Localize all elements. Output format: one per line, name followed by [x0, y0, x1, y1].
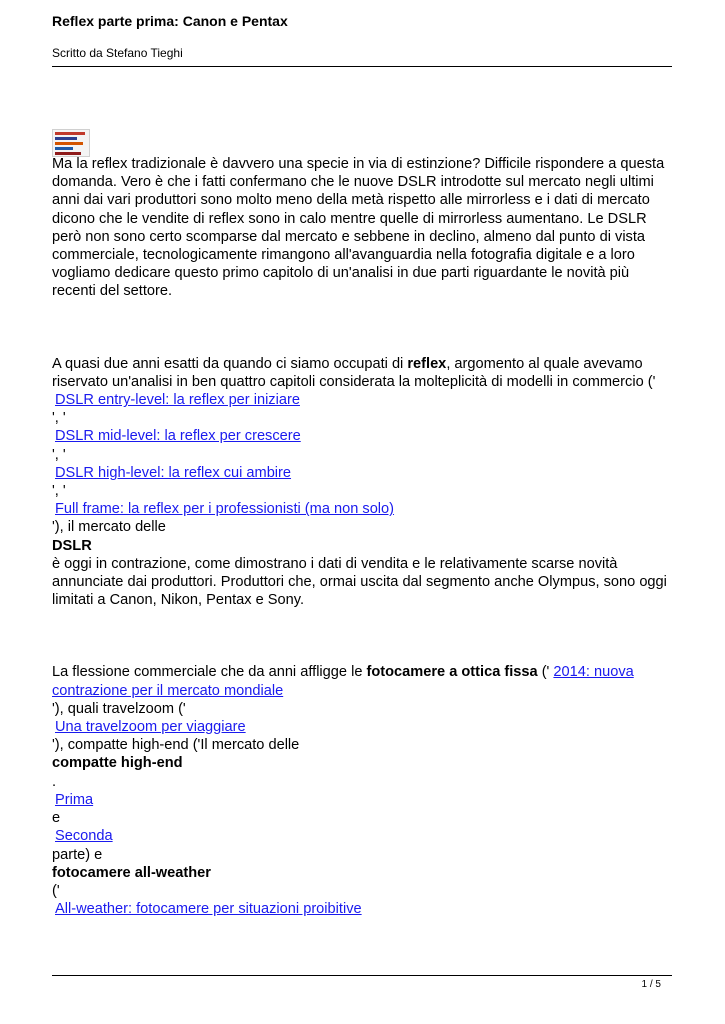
separator-text: ', '	[52, 483, 66, 500]
paragraph-text: è oggi in contrazione, come dimostrano i dati di vendita e le relativamente scarse novità annunciate dai produttori. Produttori che, ormai uscita dal segmento anche Olympus, sono oggi limitati a Canon, Nikon, Pentax e Sony.	[52, 555, 667, 609]
bold-term: compatte high-end	[52, 755, 183, 772]
dslr-paragraph	[52, 355, 677, 610]
link-2014-market[interactable]: 2014: nuova contrazione per il mercato mondiale	[52, 664, 634, 699]
header-divider	[52, 66, 672, 67]
separator-text: ', '	[52, 410, 66, 427]
paragraph-text: parte) e	[52, 846, 103, 863]
paragraph-text: '), compatte high-end ('Il mercato delle	[52, 737, 300, 754]
paragraph-text: A quasi due anni esatti da quando ci siamo occupati di	[52, 355, 408, 372]
footer-divider	[52, 975, 672, 976]
paragraph-text: .	[52, 773, 57, 790]
document-title: Reflex parte prima: Canon e Pentax	[52, 13, 288, 29]
author-byline: Scritto da Stefano Tieghi	[52, 46, 183, 60]
link-dslr-mid-level[interactable]: DSLR mid-level: la reflex per crescere	[55, 428, 301, 445]
article-body	[52, 155, 677, 918]
link-seconda[interactable]: Seconda	[55, 828, 113, 845]
bold-term: fotocamere all-weather	[52, 864, 211, 881]
paragraph-text: ('	[52, 882, 60, 899]
paragraph-text: La flessione commerciale che da anni affligge le	[52, 664, 367, 681]
link-travelzoom[interactable]: Una travelzoom per viaggiare	[55, 719, 246, 736]
paragraph-text: '), il mercato delle	[52, 519, 166, 536]
paragraph-text: '), quali travelzoom ('	[52, 700, 186, 717]
bold-term: reflex	[407, 355, 447, 372]
link-full-frame[interactable]: Full frame: la reflex per i professionisti (ma non solo)	[55, 501, 395, 518]
link-all-weather[interactable]: All-weather: fotocamere per situazioni proibitive	[55, 901, 362, 918]
intro-paragraph: Ma la reflex tradizionale è davvero una specie in via di estinzione? Difficile rispondere a questa domanda. Vero è che i fatti confermano che le nuove DSLR introdotte sul mercato negli ultimi anni dai vari produttori sono molto meno della metà rispetto alle mirrorless e i dati di mercato dicono che le vendite di reflex sono in calo mentre quelle di mirrorless aumentano. Le DSLR però non sono certo scomparse dal mercato e sebbene in declino, almeno dal punto di vista commerciale, tecnologicamente rimangono all'avanguardia nella fotografia digitale e a loro vogliamo dedicare questo primo capitolo di un'analisi in due parti riguardante le novità più recenti del settore.	[52, 156, 665, 300]
paragraph-text: , argomento al quale avevamo riservato un'analisi in ben quattro capitoli considerata la molteplicità di modelli in commercio ('	[52, 355, 656, 390]
link-dslr-high-level[interactable]: DSLR high-level: la reflex cui ambire	[55, 464, 292, 481]
fixed-lens-paragraph	[52, 663, 677, 918]
paragraph-text: e	[52, 810, 61, 827]
bold-term: DSLR	[52, 537, 92, 554]
link-dslr-entry-level[interactable]: DSLR entry-level: la reflex per iniziare	[55, 392, 300, 409]
brand-logos-thumbnail-icon	[52, 129, 90, 157]
link-prima[interactable]: Prima	[55, 791, 94, 808]
paragraph-text: ('	[537, 664, 550, 681]
page-number: 1 / 5	[641, 979, 661, 990]
bold-term: fotocamere a ottica fissa	[366, 664, 538, 681]
separator-text: ', '	[52, 446, 66, 463]
